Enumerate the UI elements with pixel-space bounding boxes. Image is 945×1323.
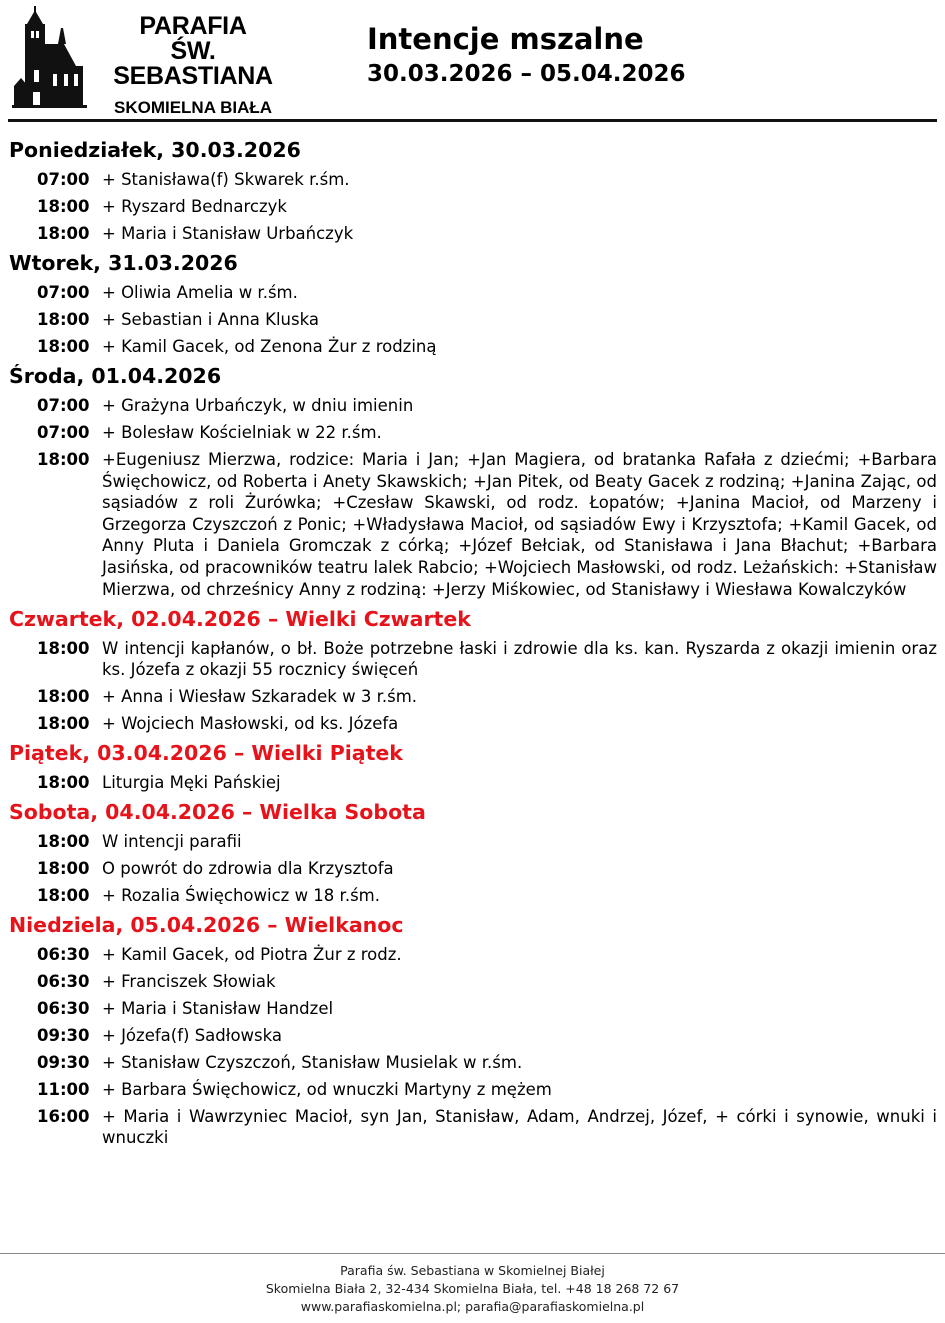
intention-text: + Barbara Święchowicz, od wnuczki Martyny z mężem (102, 1080, 552, 1100)
intention-text: O powrót do zdrowia dla Krzysztofa (102, 859, 394, 879)
intention-entry (9, 635, 937, 683)
intention-text: + Józefa(f) Sadłowska (102, 1026, 283, 1046)
intention-entry (9, 995, 937, 1022)
footer-line-1: Parafia św. Sebastiana w Skomielnej Białej (340, 1263, 605, 1278)
footer-line-3: www.parafiaskomielna.pl; parafia@parafiaskomielna.pl (300, 1299, 645, 1314)
intention-entry (9, 392, 937, 419)
mass-time: 18:00 (37, 773, 90, 793)
mass-time: 18:00 (37, 337, 90, 356)
mass-time: 07:00 (37, 396, 90, 415)
header-divider (8, 119, 937, 122)
intention-entry (9, 419, 937, 446)
intention-text: + Anna i Wiesław Szkaradek w 3 r.śm. (102, 687, 418, 707)
intention-text: + Bolesław Kościelniak w 22 r.śm. (102, 423, 382, 442)
mass-time: 16:00 (37, 1107, 90, 1127)
mass-time: 07:00 (37, 283, 90, 302)
intention-entry (9, 683, 937, 710)
intention-text: + Oliwia Amelia w r.śm. (102, 283, 298, 302)
mass-time: 18:00 (37, 197, 90, 216)
mass-time: 09:30 (37, 1026, 90, 1046)
day-section (9, 909, 937, 1151)
intention-text: + Rozalia Święchowicz w 18 r.śm. (102, 886, 380, 906)
page-header (0, 0, 945, 122)
day-section (9, 796, 937, 909)
intention-text: + Wojciech Masłowski, od ks. Józefa (102, 714, 399, 734)
day-title: Niedziela, 05.04.2026 – Wielkanoc (9, 913, 404, 938)
day-section (9, 737, 937, 796)
date-range: 30.03.2026 – 05.04.2026 (367, 61, 686, 87)
intention-text: + Ryszard Bednarczyk (102, 197, 287, 216)
intention-entry (9, 710, 937, 737)
intention-entry (9, 941, 937, 968)
day-title: Wtorek, 31.03.2026 (9, 251, 238, 275)
intention-text: + Maria i Stanisław Handzel (102, 999, 334, 1019)
mass-time: 07:00 (37, 423, 90, 442)
document-title (367, 20, 686, 90)
intentions-list (9, 134, 937, 1151)
day-title: Środa, 01.04.2026 (9, 364, 222, 388)
intention-entry (9, 333, 937, 360)
intention-text: + Franciszek Słowiak (102, 972, 276, 992)
intention-text: + Grażyna Urbańczyk, w dniu imienin (102, 396, 414, 415)
mass-time: 18:00 (37, 224, 90, 243)
parish-name (88, 14, 298, 118)
intention-entry (9, 855, 937, 882)
footer-line-2: Skomielna Biała 2, 32-434 Skomielna Biała, tel. +48 18 268 72 67 (265, 1281, 680, 1296)
church-icon (12, 4, 87, 108)
intention-entry (9, 1076, 937, 1103)
mass-time: 09:30 (37, 1053, 90, 1073)
intention-text: Liturgia Męki Pańskiej (102, 773, 281, 793)
day-title: Sobota, 04.04.2026 – Wielka Sobota (9, 800, 426, 825)
intention-text: + Kamil Gacek, od Zenona Żur z rodziną (102, 337, 437, 356)
parish-line-1: PARAFIA (139, 12, 247, 40)
intention-entry (9, 306, 937, 333)
intention-entry (9, 279, 937, 306)
intention-entry (9, 220, 937, 247)
intention-text: + Stanisława(f) Skwarek r.śm. (102, 170, 350, 189)
day-section (9, 247, 937, 360)
day-title: Poniedziałek, 30.03.2026 (9, 138, 301, 162)
mass-time: 18:00 (37, 687, 90, 707)
day-title: Piątek, 03.04.2026 – Wielki Piątek (9, 741, 403, 766)
intention-text: + Maria i Stanisław Urbańczyk (102, 224, 354, 243)
intention-entry (9, 769, 937, 796)
mass-time: 18:00 (37, 714, 90, 734)
intention-entry (9, 1022, 937, 1049)
intention-entry (9, 968, 937, 995)
day-section (9, 360, 937, 603)
intention-text: + Maria i Wawrzyniec Macioł, syn Jan, Stanisław, Adam, Andrzej, Józef, + córki i synowie, wnuki i wnuczki (102, 1107, 937, 1148)
mass-time: 11:00 (37, 1080, 90, 1100)
page-title: Intencje mszalne (367, 22, 644, 56)
intention-text: W intencji parafii (102, 832, 242, 852)
mass-time: 18:00 (37, 639, 90, 659)
intention-entry (9, 166, 937, 193)
mass-time: 18:00 (37, 310, 90, 329)
page-footer (0, 1262, 945, 1316)
intention-entry (9, 882, 937, 909)
mass-time: 06:30 (37, 945, 90, 965)
day-title: Czwartek, 02.04.2026 – Wielki Czwartek (9, 607, 471, 632)
intention-entry (9, 1103, 937, 1151)
mass-time: 06:30 (37, 999, 90, 1019)
day-section (9, 603, 937, 737)
intention-entry (9, 828, 937, 855)
intention-entry (9, 193, 937, 220)
footer-divider (0, 1253, 945, 1254)
mass-time: 07:00 (37, 170, 90, 189)
mass-time: 18:00 (37, 886, 90, 906)
intention-text: W intencji kapłanów, o bł. Boże potrzebne łaski i zdrowie dla ks. kan. Ryszarda z okazji imienin oraz ks. Józefa z okazji 55 rocznicy święceń (102, 639, 937, 680)
intention-entry (9, 1049, 937, 1076)
day-section (9, 134, 937, 247)
mass-time: 06:30 (37, 972, 90, 992)
parish-line-3: SKOMIELNA BIAŁA (113, 98, 273, 117)
mass-time: 18:00 (37, 859, 90, 879)
mass-time: 18:00 (37, 450, 90, 469)
intention-entry (9, 446, 937, 603)
intention-text: + Stanisław Czyszczoń, Stanisław Musielak w r.śm. (102, 1053, 523, 1073)
intention-text: +Eugeniusz Mierzwa, rodzice: Maria i Jan; +Jan Magiera, od bratanka Rafała z dziećmi; +Barbara Święchowicz, od Roberta i Anety Skawskich; +Jan Pitek, od Beaty Gacek z rodziną; +Janina Zając, od sąsiadów z roli Żurówka; +Czesław Skawski, od rodz. Łopatów; +Janina Macioł, od Marzeny i Grzegorza Czyszczoń z Ponic; +Władysława Macioł, od sąsiadów Ewy i Krzysztofa; +Kamil Gacek, od Anny Pluta i Daniela Gromczak z córką; +Józef Bełciak, od Stanisława i Jana Błachut; +Barbara Jasińska, od pracowników teatru lalek Rabcio; +Wojciech Masłowski, od rodz. Leżańskich: +Stanisław Mierzwa, od chrześnicy Anny z rodziną: +Jerzy Miśkowiec, od Stanisławy i Wiesława Kowalczyków (102, 450, 937, 599)
mass-time: 18:00 (37, 832, 90, 852)
intention-text: + Kamil Gacek, od Piotra Żur z rodz. (102, 945, 402, 965)
intention-text: + Sebastian i Anna Kluska (102, 310, 319, 329)
parish-line-2: ŚW. SEBASTIANA (113, 37, 273, 90)
